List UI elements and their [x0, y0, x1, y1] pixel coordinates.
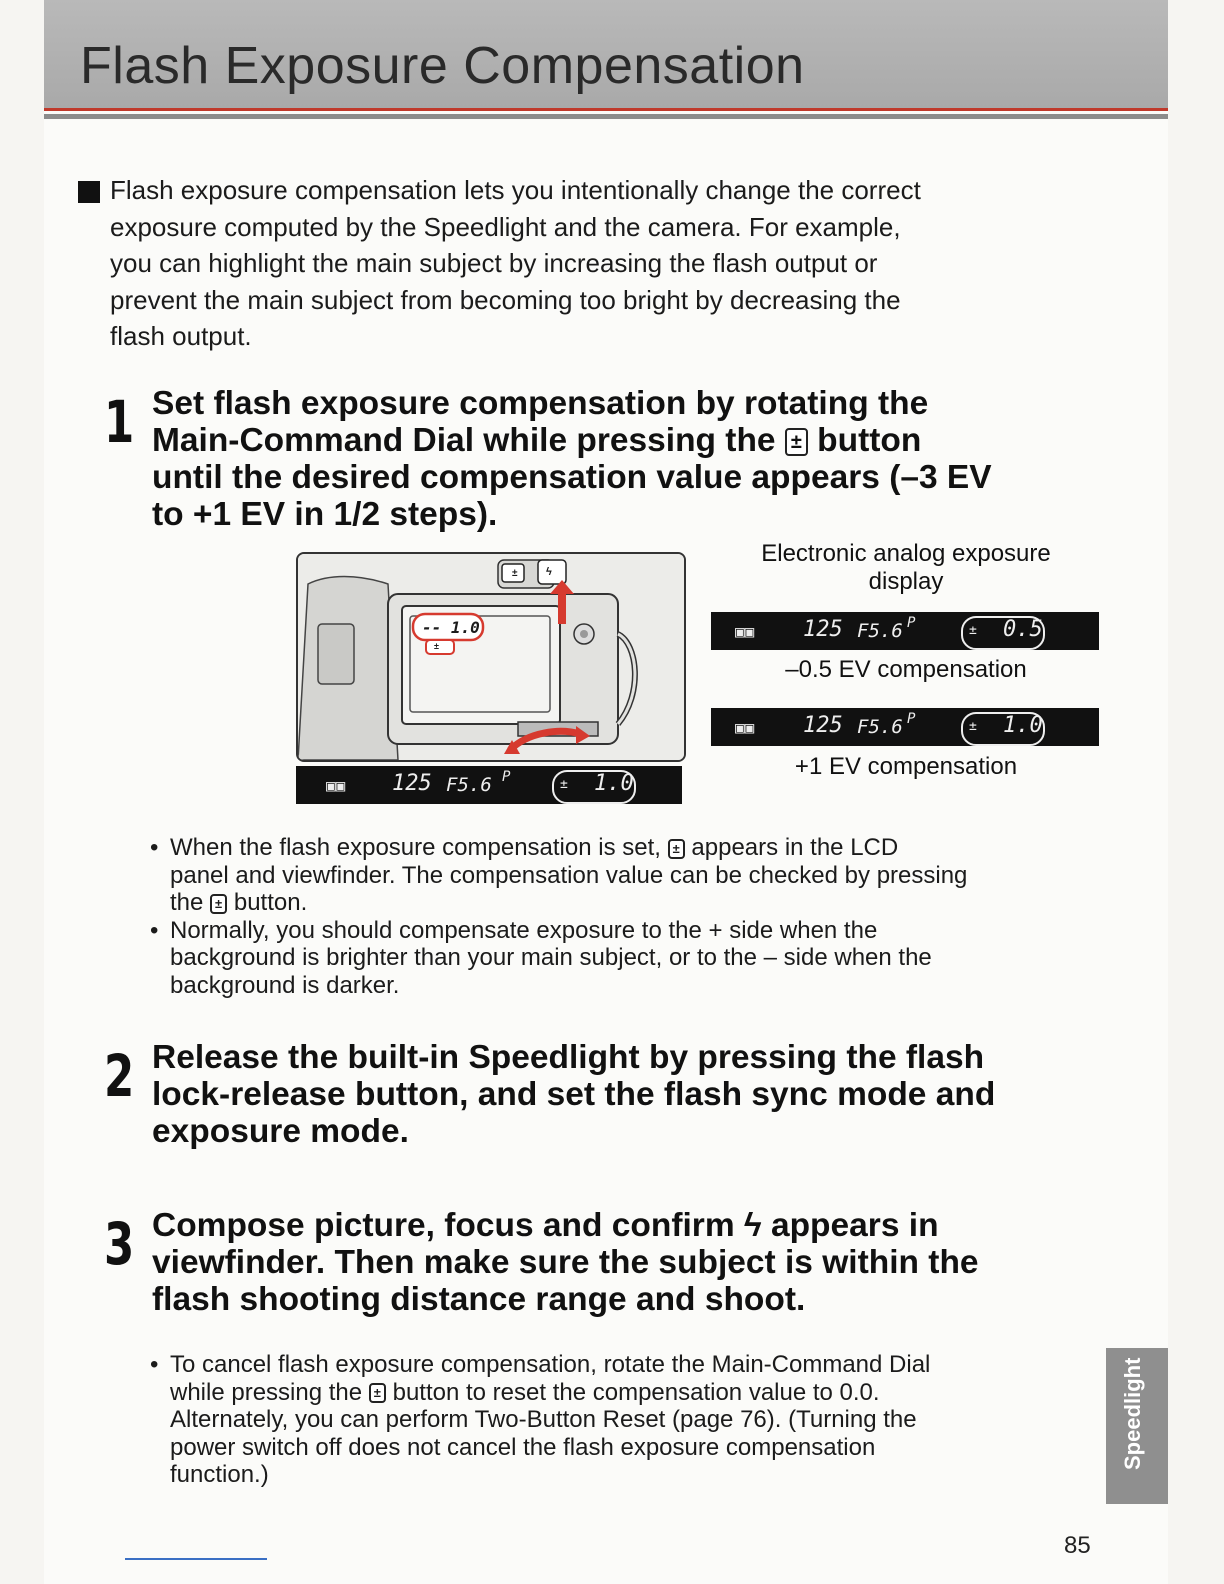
compensation-value: 0.5 — [1003, 617, 1043, 642]
note-line: power switch off does not cancel the flash exposure compensation — [170, 1433, 876, 1461]
viewfinder-display-minus-half — [711, 612, 1099, 650]
exposure-mode: P — [502, 769, 511, 785]
step-2-heading — [152, 1039, 1092, 1150]
comp-icon: ± — [969, 719, 977, 734]
step-1-line: to +1 EV in 1/2 steps). — [152, 496, 498, 533]
flash-ready-icon: ϟ — [743, 1207, 762, 1244]
page-number: 85 — [1064, 1532, 1091, 1559]
camera-drawing — [298, 554, 684, 760]
note-line: background is darker. — [170, 971, 400, 999]
comp-icon: ± — [969, 623, 977, 638]
step-number-2: 2 — [104, 1042, 135, 1110]
step-3-line: flash shooting distance range and shoot. — [152, 1281, 806, 1318]
footer-link-line — [125, 1558, 267, 1560]
step-3-line: Compose picture, focus and confirm ϟ appears in — [152, 1207, 939, 1244]
metering-icon: ▣▣ — [735, 622, 755, 641]
metering-icon: ▣▣ — [735, 718, 755, 737]
step-3-heading — [152, 1207, 1092, 1318]
note-line: • To cancel flash exposure compensation, rotate the Main-Command Dial — [150, 1351, 1100, 1379]
exposure-mode: P — [907, 615, 916, 631]
flash-compensation-button-icon: ± — [210, 894, 227, 914]
exposure-mode: P — [907, 711, 916, 727]
plus-one-caption: +1 EV compensation — [794, 753, 1018, 780]
step-2-line: exposure mode. — [152, 1113, 409, 1150]
step-2-line: lock-release button, and set the flash sync mode and — [152, 1076, 996, 1113]
note-line: • When the flash exposure compensation is set, ± appears in the LCD — [150, 834, 1100, 862]
flash-compensation-button-icon: ± — [785, 428, 808, 456]
intro-line: you can highlight the main subject by increasing the flash output or — [110, 248, 878, 278]
viewfinder-display-plus-one — [711, 708, 1099, 746]
illustration-comp-icon: ± — [512, 568, 518, 579]
section-side-tab[interactable] — [1106, 1348, 1168, 1504]
aperture: F5.6 — [857, 620, 903, 642]
intro-line: flash output. — [110, 321, 252, 351]
step-3-line: viewfinder. Then make sure the subject is within the — [152, 1244, 979, 1281]
note-line: background is brighter than your main subject, or to the – side when the — [170, 944, 932, 971]
step-number-1: 1 — [104, 388, 135, 456]
step-1-heading — [152, 385, 1092, 533]
intro-line: exposure computed by the Speedlight and the camera. For example, — [110, 211, 901, 242]
note-line: the ± button. — [170, 889, 308, 916]
illustration-flash-icon: ϟ — [546, 566, 552, 578]
aperture: F5.6 — [857, 716, 903, 738]
step-2-line: Release the built-in Speedlight by pressing the flash — [152, 1039, 985, 1076]
compensation-value: 1.0 — [594, 771, 634, 796]
bullet-square-icon — [78, 181, 100, 203]
note-line: panel and viewfinder. The compensation value can be checked by pressing — [170, 861, 968, 889]
side-tab-label: Speedlight — [1120, 1357, 1145, 1470]
illustration-lcd-value: -- 1.0 — [422, 618, 480, 637]
intro-line: prevent the main subject from becoming too bright by decreasing the — [110, 284, 901, 315]
title-rule-red — [44, 108, 1168, 111]
step-1-line: Main-Command Dial while pressing the ± button — [152, 422, 922, 459]
shutter-speed: 125 — [803, 713, 843, 738]
aperture: F5.6 — [446, 774, 492, 796]
page-title: Flash Exposure Compensation — [80, 37, 805, 95]
analog-display-caption: Electronic analog exposure display — [761, 540, 1051, 595]
step-1-line: until the desired compensation value appears (–3 EV — [152, 459, 992, 496]
shutter-speed: 125 — [803, 617, 843, 642]
shutter-speed: 125 — [392, 771, 432, 796]
minus-half-caption: –0.5 EV compensation — [785, 656, 1027, 683]
intro-line: Flash exposure compensation lets you intentionally change the correct — [110, 175, 921, 205]
step-1-notes — [150, 834, 1100, 999]
comp-icon: ± — [560, 777, 568, 792]
camera-back-illustration — [296, 552, 686, 762]
illustration-small-comp-icon: ± — [434, 641, 439, 651]
note-line: • Normally, you should compensate exposure to the + side when the — [150, 917, 1100, 945]
note-line: while pressing the ± button to reset the compensation value to 0.0. — [170, 1378, 880, 1406]
flash-compensation-button-icon: ± — [369, 1383, 386, 1403]
step-1-line: Set flash exposure compensation by rotating the — [152, 385, 929, 422]
flash-compensation-icon: ± — [668, 839, 685, 859]
compensation-value: 1.0 — [1003, 713, 1043, 738]
intro-paragraph — [78, 172, 1098, 355]
note-line: Alternately, you can perform Two-Button Reset (page 76). (Turning the — [170, 1406, 917, 1433]
viewfinder-display-bottom — [296, 766, 682, 804]
step-3-notes — [150, 1351, 1100, 1489]
title-rule-grey — [44, 114, 1168, 119]
step-number-3: 3 — [104, 1210, 135, 1278]
note-line: function.) — [170, 1461, 269, 1488]
metering-icon: ▣▣ — [326, 776, 346, 795]
